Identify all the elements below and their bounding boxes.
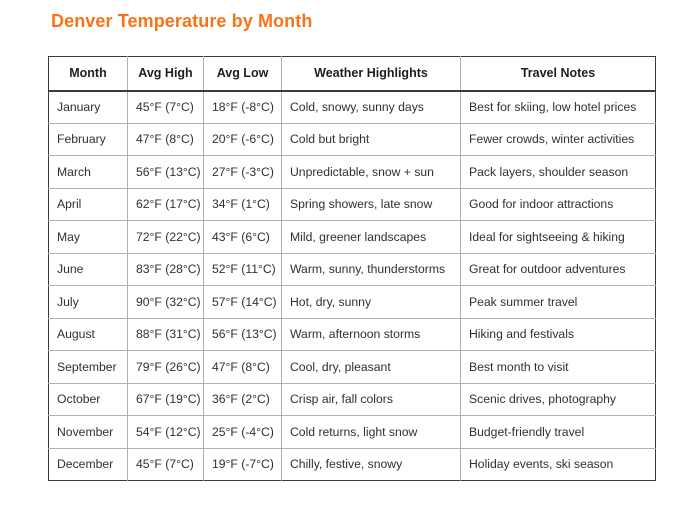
cell-month: November: [49, 416, 128, 449]
cell-low: 47°F (8°C): [204, 351, 282, 384]
cell-low: 57°F (14°C): [204, 286, 282, 319]
table-row: [49, 351, 656, 384]
cell-weather: Spring showers, late snow: [282, 188, 461, 221]
cell-high: 90°F (32°C): [128, 286, 204, 319]
cell-weather: Warm, sunny, thunderstorms: [282, 253, 461, 286]
table-row: [49, 156, 656, 189]
cell-low: 56°F (13°C): [204, 318, 282, 351]
cell-notes: Budget-friendly travel: [461, 416, 656, 449]
cell-weather: Chilly, festive, snowy: [282, 448, 461, 481]
cell-weather: Unpredictable, snow + sun: [282, 156, 461, 189]
cell-high: 72°F (22°C): [128, 221, 204, 254]
cell-month: December: [49, 448, 128, 481]
cell-high: 62°F (17°C): [128, 188, 204, 221]
cell-notes: Pack layers, shoulder season: [461, 156, 656, 189]
column-header-weather-highlights: Weather Highlights: [282, 57, 461, 91]
cell-high: 45°F (7°C): [128, 448, 204, 481]
cell-notes: Fewer crowds, winter activities: [461, 123, 656, 156]
table-body: [49, 91, 656, 481]
cell-month: May: [49, 221, 128, 254]
column-header-avg-high: Avg High: [128, 57, 204, 91]
cell-high: 88°F (31°C): [128, 318, 204, 351]
cell-low: 43°F (6°C): [204, 221, 282, 254]
cell-notes: Good for indoor attractions: [461, 188, 656, 221]
table-row: [49, 416, 656, 449]
cell-weather: Crisp air, fall colors: [282, 383, 461, 416]
table-row: [49, 448, 656, 481]
cell-low: 25°F (-4°C): [204, 416, 282, 449]
column-header-month: Month: [49, 57, 128, 91]
cell-low: 27°F (-3°C): [204, 156, 282, 189]
cell-notes: Scenic drives, photography: [461, 383, 656, 416]
cell-low: 20°F (-6°C): [204, 123, 282, 156]
cell-weather: Mild, greener landscapes: [282, 221, 461, 254]
cell-month: September: [49, 351, 128, 384]
table-row: [49, 188, 656, 221]
cell-month: March: [49, 156, 128, 189]
temperature-table-container: [48, 56, 655, 481]
table-row: [49, 383, 656, 416]
cell-notes: Hiking and festivals: [461, 318, 656, 351]
cell-weather: Cold returns, light snow: [282, 416, 461, 449]
table-row: [49, 221, 656, 254]
temperature-table: [48, 56, 656, 481]
cell-low: 19°F (-7°C): [204, 448, 282, 481]
cell-month: April: [49, 188, 128, 221]
table-row: [49, 123, 656, 156]
cell-high: 83°F (28°C): [128, 253, 204, 286]
table-row: [49, 318, 656, 351]
cell-notes: Ideal for sightseeing & hiking: [461, 221, 656, 254]
cell-low: 34°F (1°C): [204, 188, 282, 221]
cell-weather: Warm, afternoon storms: [282, 318, 461, 351]
column-header-travel-notes: Travel Notes: [461, 57, 656, 91]
cell-notes: Best for skiing, low hotel prices: [461, 91, 656, 124]
cell-month: June: [49, 253, 128, 286]
cell-month: January: [49, 91, 128, 124]
cell-notes: Best month to visit: [461, 351, 656, 384]
cell-high: 54°F (12°C): [128, 416, 204, 449]
cell-weather: Cool, dry, pleasant: [282, 351, 461, 384]
cell-notes: Holiday events, ski season: [469, 457, 614, 472]
table-row: [49, 91, 656, 124]
cell-notes: Great for outdoor adventures: [461, 253, 656, 286]
table-row: [49, 253, 656, 286]
cell-notes: Peak summer travel: [461, 286, 656, 319]
cell-low: 18°F (-8°C): [204, 91, 282, 124]
cell-month: August: [49, 318, 128, 351]
cell-high: 47°F (8°C): [128, 123, 204, 156]
cell-low: 52°F (11°C): [204, 253, 282, 286]
cell-month: July: [49, 286, 128, 319]
cell-high: 67°F (19°C): [128, 383, 204, 416]
cell-weather: Hot, dry, sunny: [282, 286, 461, 319]
table-header: [49, 57, 656, 91]
cell-month: February: [49, 123, 128, 156]
cell-high: 79°F (26°C): [128, 351, 204, 384]
cell-weather: Cold, snowy, sunny days: [282, 91, 461, 124]
table-row: [49, 286, 656, 319]
column-header-avg-low: Avg Low: [204, 57, 282, 91]
cell-low: 36°F (2°C): [204, 383, 282, 416]
cell-month: October: [49, 383, 128, 416]
table-header-row: [49, 57, 656, 91]
page-title: Denver Temperature by Month: [51, 11, 313, 31]
cell-high: 45°F (7°C): [128, 91, 204, 124]
cell-high: 56°F (13°C): [128, 156, 204, 189]
cell-weather: Cold but bright: [282, 123, 461, 156]
